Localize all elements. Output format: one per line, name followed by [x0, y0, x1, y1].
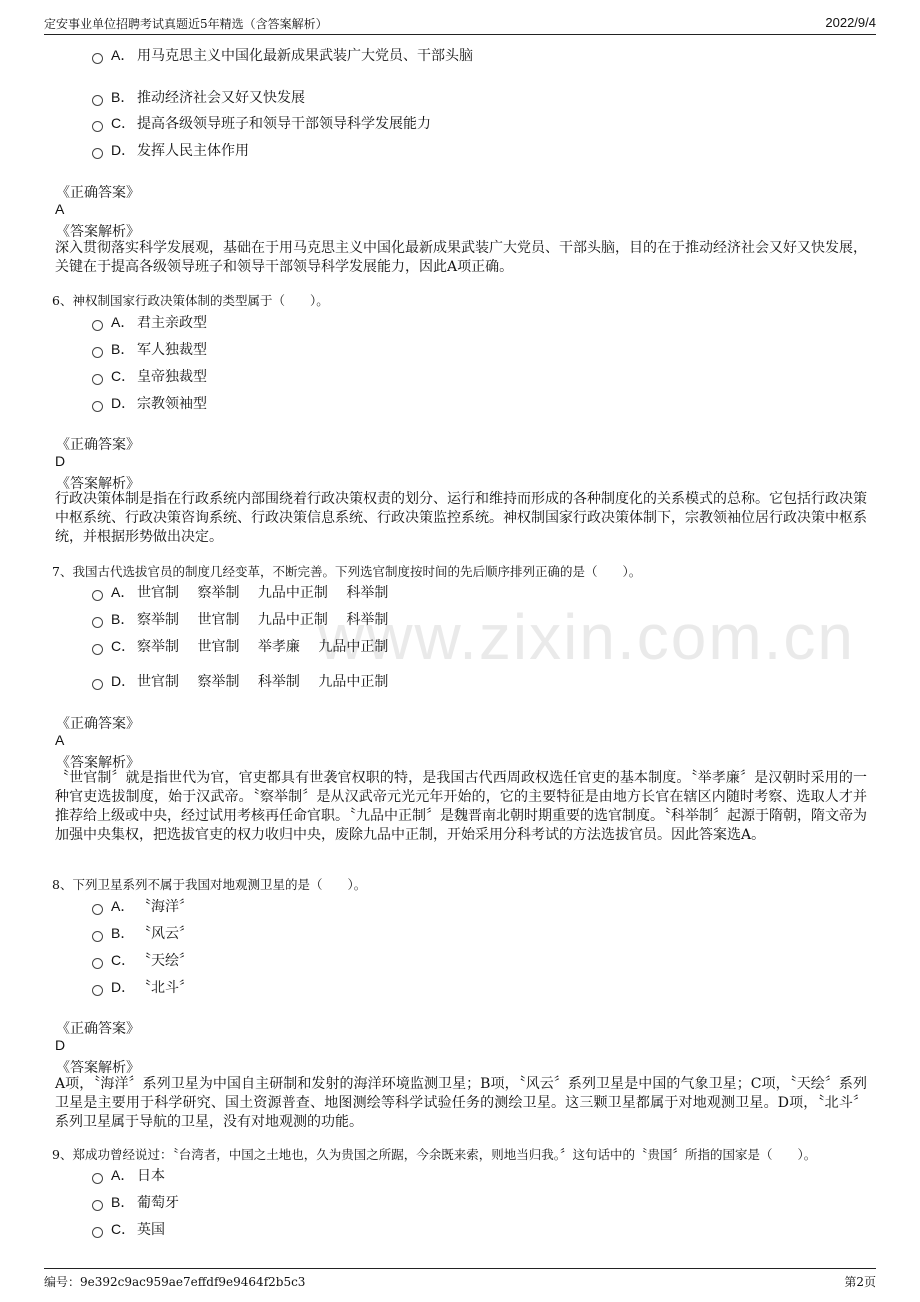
q7-option-a[interactable]: A． 世官制 察举制 九品中正制 科举制 [92, 582, 388, 602]
q8-answer-title: 《正确答案》 [56, 1021, 140, 1037]
q9-option-a[interactable]: A． 日本 [92, 1165, 165, 1185]
q8-question: 8、下列卫星系列不属于我国对地观测卫星的是（ ）。 [52, 877, 367, 892]
q7-option-d[interactable]: D． 世官制 察举制 科举制 九品中正制 [92, 671, 388, 691]
radio-icon[interactable] [92, 931, 103, 942]
page-number: 第2页 [844, 1275, 876, 1289]
radio-icon[interactable] [92, 904, 103, 915]
radio-icon[interactable] [92, 320, 103, 331]
q8-option-a[interactable]: A． 〝海洋〞 [92, 896, 193, 916]
q8-option-b[interactable]: B． 〝风云〞 [92, 923, 193, 943]
q6-option-b[interactable]: B． 军人独裁型 [92, 339, 207, 359]
q5-answer: A [55, 201, 65, 217]
q7-option-b[interactable]: B． 察举制 世官制 九品中正制 科举制 [92, 609, 388, 629]
radio-icon[interactable] [92, 679, 103, 690]
radio-icon[interactable] [92, 958, 103, 969]
radio-icon[interactable] [92, 148, 103, 159]
q9-option-b[interactable]: B． 葡萄牙 [92, 1192, 179, 1212]
radio-icon[interactable] [92, 374, 103, 385]
page-footer [44, 1268, 876, 1291]
q5-option-d[interactable]: D． 发挥人民主体作用 [92, 140, 249, 160]
q6-option-a[interactable]: A． 君主亲政型 [92, 312, 207, 332]
q6-option-c[interactable]: C． 皇帝独裁型 [92, 366, 207, 386]
radio-icon[interactable] [92, 121, 103, 132]
radio-icon[interactable] [92, 347, 103, 358]
radio-icon[interactable] [92, 1227, 103, 1238]
q6-answer-title: 《正确答案》 [56, 437, 140, 453]
q7-answer-title: 《正确答案》 [56, 716, 140, 732]
q8-analysis-title: 《答案解析》 [56, 1060, 140, 1076]
q5-answer-title: 《正确答案》 [56, 185, 140, 201]
radio-icon[interactable] [92, 985, 103, 996]
q6-answer: D [55, 453, 66, 469]
q5-option-b[interactable]: B． 推动经济社会又好又快发展 [92, 87, 305, 107]
radio-icon[interactable] [92, 617, 103, 628]
q6-analysis: 行政决策体制是指在行政系统内部围绕着行政决策权责的划分、运行和维持而形成的各种制度化的关系模式的总称。它包括行政决策中枢系统、行政决策咨询系统、行政决策信息系统、行政决策监控系统。神权制国家行政决策体制下，宗教领袖位居行政决策中枢系统，并根据形势做出决定。 [55, 491, 867, 545]
radio-icon[interactable] [92, 53, 103, 64]
q9-question: 9、郑成功曾经说过：〝台湾者，中国之土地也，久为贵国之所踞，今余既来索，则地当归我。〞这句话中的〝贵国〞所指的国家是（ ）。 [52, 1147, 817, 1162]
q7-analysis: 〝世官制〞就是指世代为官，官吏都具有世袭官权职的特，是我国古代西周政权选任官吏的基本制度。〝举孝廉〞是汉朝时采用的一种官吏选拔制度，始于汉武帝。〝察举制〞是从汉武帝元光元年开始的，它的主要特征是由地方长官在辖区内随时考察、选取人才并推荐给上级或中央，经过试用考核再任命官职。〝九品中正制〞是魏晋南北朝时期重要的选官制度。〝科举制〞起源于隋朝，隋文帝为加强中央集权，把选拔官吏的权力收归中央，废除九品中正制，开始采用分科考试的方法选拔官员。因此答案选A。 [55, 770, 867, 843]
radio-icon[interactable] [92, 1200, 103, 1211]
q5-option-a[interactable]: A． 用马克思主义中国化最新成果武装广大党员、干部头脑 [92, 45, 473, 65]
radio-icon[interactable] [92, 590, 103, 601]
document-code: 编号：9e392c9ac959ae7effdf9e9464f2b5c3 [44, 1275, 306, 1289]
radio-icon[interactable] [92, 644, 103, 655]
q6-option-d[interactable]: D． 宗教领袖型 [92, 393, 207, 413]
q5-analysis-title: 《答案解析》 [56, 224, 140, 240]
q7-option-c[interactable]: C． 察举制 世官制 举孝廉 九品中正制 [92, 636, 388, 656]
document-title: 定安事业单位招聘考试真题近5年精选（含答案解析） [44, 17, 328, 31]
q8-analysis: A项，〝海洋〞系列卫星为中国自主研制和发射的海洋环境监测卫星；B项，〝风云〞系列卫星是中国的气象卫星；C项，〝天绘〞系列卫星是主要用于科学研究、国土资源普查、地图测绘等科学试验任务的测绘卫星。这三颗卫星都属于对地观测卫星。D项，〝北斗〞系列卫星属于导航的卫星，没有对地观测的功能。 [55, 1076, 867, 1130]
q5-option-c[interactable]: C． 提高各级领导班子和领导干部领导科学发展能力 [92, 113, 431, 133]
radio-icon[interactable] [92, 401, 103, 412]
q7-answer: A [55, 732, 65, 748]
watermark: www.zixin.com.cn [318, 601, 855, 673]
radio-icon[interactable] [92, 95, 103, 106]
q9-option-c[interactable]: C． 英国 [92, 1219, 165, 1239]
q7-question: 7、我国古代选拔官员的制度几经变革，不断完善。下列选官制度按时间的先后顺序排列正确的是（ ）。 [52, 564, 642, 579]
q8-answer: D [55, 1037, 66, 1053]
q6-question: 6、神权制国家行政决策体制的类型属于（ ）。 [52, 293, 329, 308]
page-header [44, 12, 876, 35]
radio-icon[interactable] [92, 1173, 103, 1184]
q6-analysis-title: 《答案解析》 [56, 476, 140, 492]
document-date: 2022/9/4 [825, 15, 876, 30]
q7-analysis-title: 《答案解析》 [56, 755, 140, 771]
q5-analysis: 深入贯彻落实科学发展观，基础在于用马克思主义中国化最新成果武装广大党员、干部头脑，目的在于推动经济社会又好又快发展，关键在于提高各级领导班子和领导干部领导科学发展能力，因此A项正确。 [55, 240, 867, 275]
q8-option-c[interactable]: C． 〝天绘〞 [92, 950, 193, 970]
q8-option-d[interactable]: D． 〝北斗〞 [92, 977, 193, 997]
